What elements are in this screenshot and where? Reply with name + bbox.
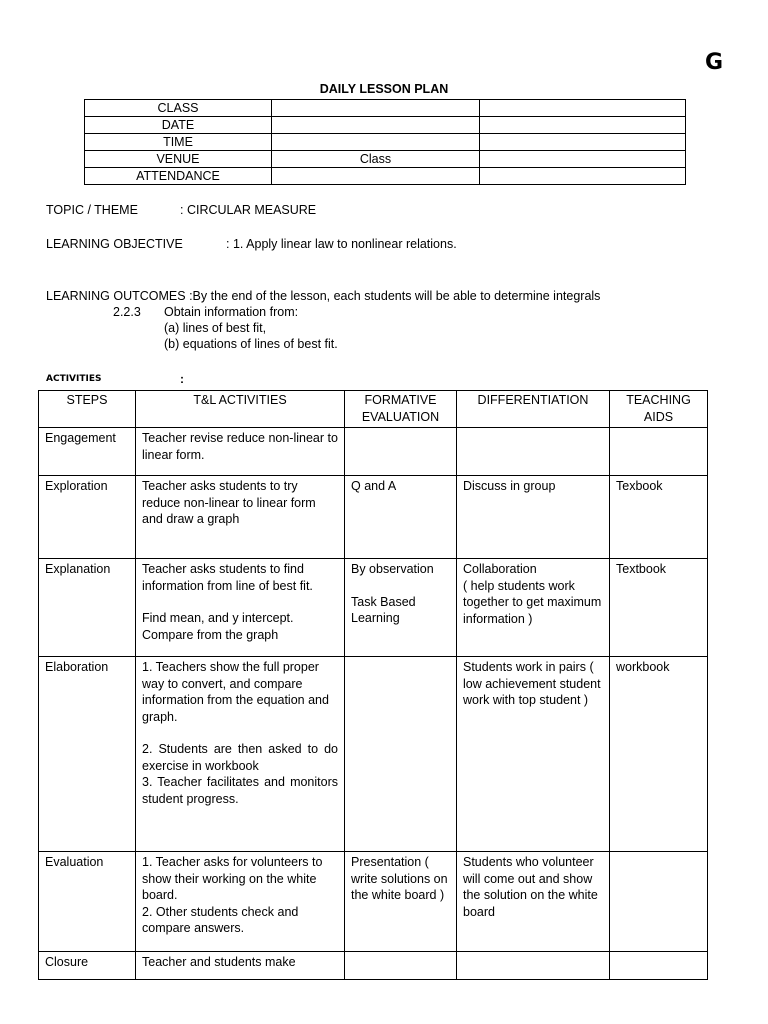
objective-label: LEARNING OBJECTIVE: [46, 237, 183, 251]
tl-paragraph: Teacher asks students to find information from line of best fit.: [142, 562, 313, 593]
info-extra: [480, 168, 686, 185]
outcome-sub-b: (b) equations of lines of best fit.: [164, 337, 338, 351]
diff-paragraph: Collaboration: [463, 562, 537, 576]
step-cell: Explanation: [39, 559, 136, 657]
info-label: VENUE: [85, 151, 272, 168]
header-formative-line2: EVALUATION: [361, 409, 440, 424]
differentiation-cell: Students who volunteer will come out and show the solution on the white board: [457, 852, 610, 952]
info-label: TIME: [85, 134, 272, 151]
info-value: [272, 100, 480, 117]
step-cell: Exploration: [39, 476, 136, 559]
activities-table: [38, 390, 708, 980]
formative-paragraph: By observation: [351, 562, 434, 576]
formative-cell: Q and A: [345, 476, 457, 559]
row-evaluation: [39, 852, 708, 952]
outcome-code: 2.2.3: [113, 305, 141, 319]
formative-cell: [345, 428, 457, 476]
info-extra: [480, 117, 686, 134]
tl-paragraph: 1. Teacher asks for volunteers to show their working on the white board.: [142, 855, 323, 902]
page-corner-letter: G: [705, 50, 724, 75]
header-aids-line2: AIDS: [643, 409, 674, 424]
topic-label: TOPIC / THEME: [46, 203, 138, 217]
info-row-time: [85, 134, 686, 151]
aids-cell: workbook: [610, 657, 708, 852]
differentiation-cell: [457, 559, 610, 657]
activities-header-row: [39, 391, 708, 428]
step-cell: Closure: [39, 952, 136, 980]
header-tl-activities: T&L ACTIVITIES: [136, 391, 345, 428]
header-formative-evaluation: [345, 391, 457, 428]
header-aids-line1: TEACHING: [626, 393, 691, 407]
row-exploration: [39, 476, 708, 559]
formative-cell: Presentation ( write solutions on the white board ): [345, 852, 457, 952]
formative-cell: [345, 657, 457, 852]
aids-cell: [610, 852, 708, 952]
outcomes-intro: LEARNING OUTCOMES :By the end of the lesson, each students will be able to determine integrals: [46, 289, 601, 303]
differentiation-cell: [457, 952, 610, 980]
header-differentiation: DIFFERENTIATION: [457, 391, 610, 428]
outcome-sub-a: (a) lines of best fit,: [164, 321, 267, 335]
row-elaboration: [39, 657, 708, 852]
info-label: ATTENDANCE: [85, 168, 272, 185]
diff-paragraph: ( help students work together to get maximum information ): [463, 578, 602, 626]
tl-cell: [136, 657, 345, 852]
header-formative-line1: FORMATIVE: [364, 393, 437, 407]
aids-cell: Texbook: [610, 476, 708, 559]
formative-cell: [345, 952, 457, 980]
tl-cell: [136, 559, 345, 657]
row-explanation: [39, 559, 708, 657]
tl-paragraph: Find mean, and y intercept. Compare from the graph: [142, 611, 294, 642]
activities-colon: :: [180, 372, 184, 386]
differentiation-cell: [457, 428, 610, 476]
info-label: CLASS: [85, 100, 272, 117]
tl-paragraph: 2. Other students check and compare answers.: [142, 904, 299, 935]
activities-label: ACTIVITIES: [46, 374, 102, 384]
tl-cell: [136, 852, 345, 952]
tl-cell: Teacher revise reduce non-linear to linear form.: [136, 428, 345, 476]
tl-paragraph: 3. Teacher facilitates and monitors student progress.: [142, 775, 338, 806]
page-title: DAILY LESSON PLAN: [319, 82, 449, 96]
differentiation-cell: Students work in pairs ( low achievement student work with top student ): [457, 657, 610, 852]
row-engagement: [39, 428, 708, 476]
info-row-venue: [85, 151, 686, 168]
step-cell: Evaluation: [39, 852, 136, 952]
class-info-table: [84, 99, 686, 185]
objective-value: : 1. Apply linear law to nonlinear relations.: [226, 237, 457, 251]
tl-cell: Teacher and students make: [136, 952, 345, 980]
step-cell: Elaboration: [39, 657, 136, 852]
tl-paragraph: 1. Teachers show the full proper way to convert, and compare information from the equation and graph.: [142, 660, 329, 724]
tl-paragraph: 2. Students are then asked to do exercise in workbook: [142, 742, 338, 773]
info-row-date: [85, 117, 686, 134]
outcome-item: Obtain information from:: [164, 305, 299, 319]
info-value: Class: [272, 151, 480, 168]
info-row-class: [85, 100, 686, 117]
info-extra: [480, 100, 686, 117]
header-steps: STEPS: [39, 391, 136, 428]
info-extra: [480, 151, 686, 168]
info-row-attendance: [85, 168, 686, 185]
header-teaching-aids: [610, 391, 708, 428]
row-closure: [39, 952, 708, 980]
aids-cell: Textbook: [610, 559, 708, 657]
tl-cell: Teacher asks students to try reduce non-linear to linear form and draw a graph: [136, 476, 345, 559]
info-label: DATE: [85, 117, 272, 134]
differentiation-cell: Discuss in group: [457, 476, 610, 559]
step-cell: Engagement: [39, 428, 136, 476]
info-value: [272, 134, 480, 151]
info-extra: [480, 134, 686, 151]
formative-cell: [345, 559, 457, 657]
formative-paragraph: Task Based Learning: [351, 594, 416, 625]
info-value: [272, 117, 480, 134]
info-value: [272, 168, 480, 185]
aids-cell: [610, 428, 708, 476]
topic-value: : CIRCULAR MEASURE: [180, 203, 317, 217]
aids-cell: [610, 952, 708, 980]
